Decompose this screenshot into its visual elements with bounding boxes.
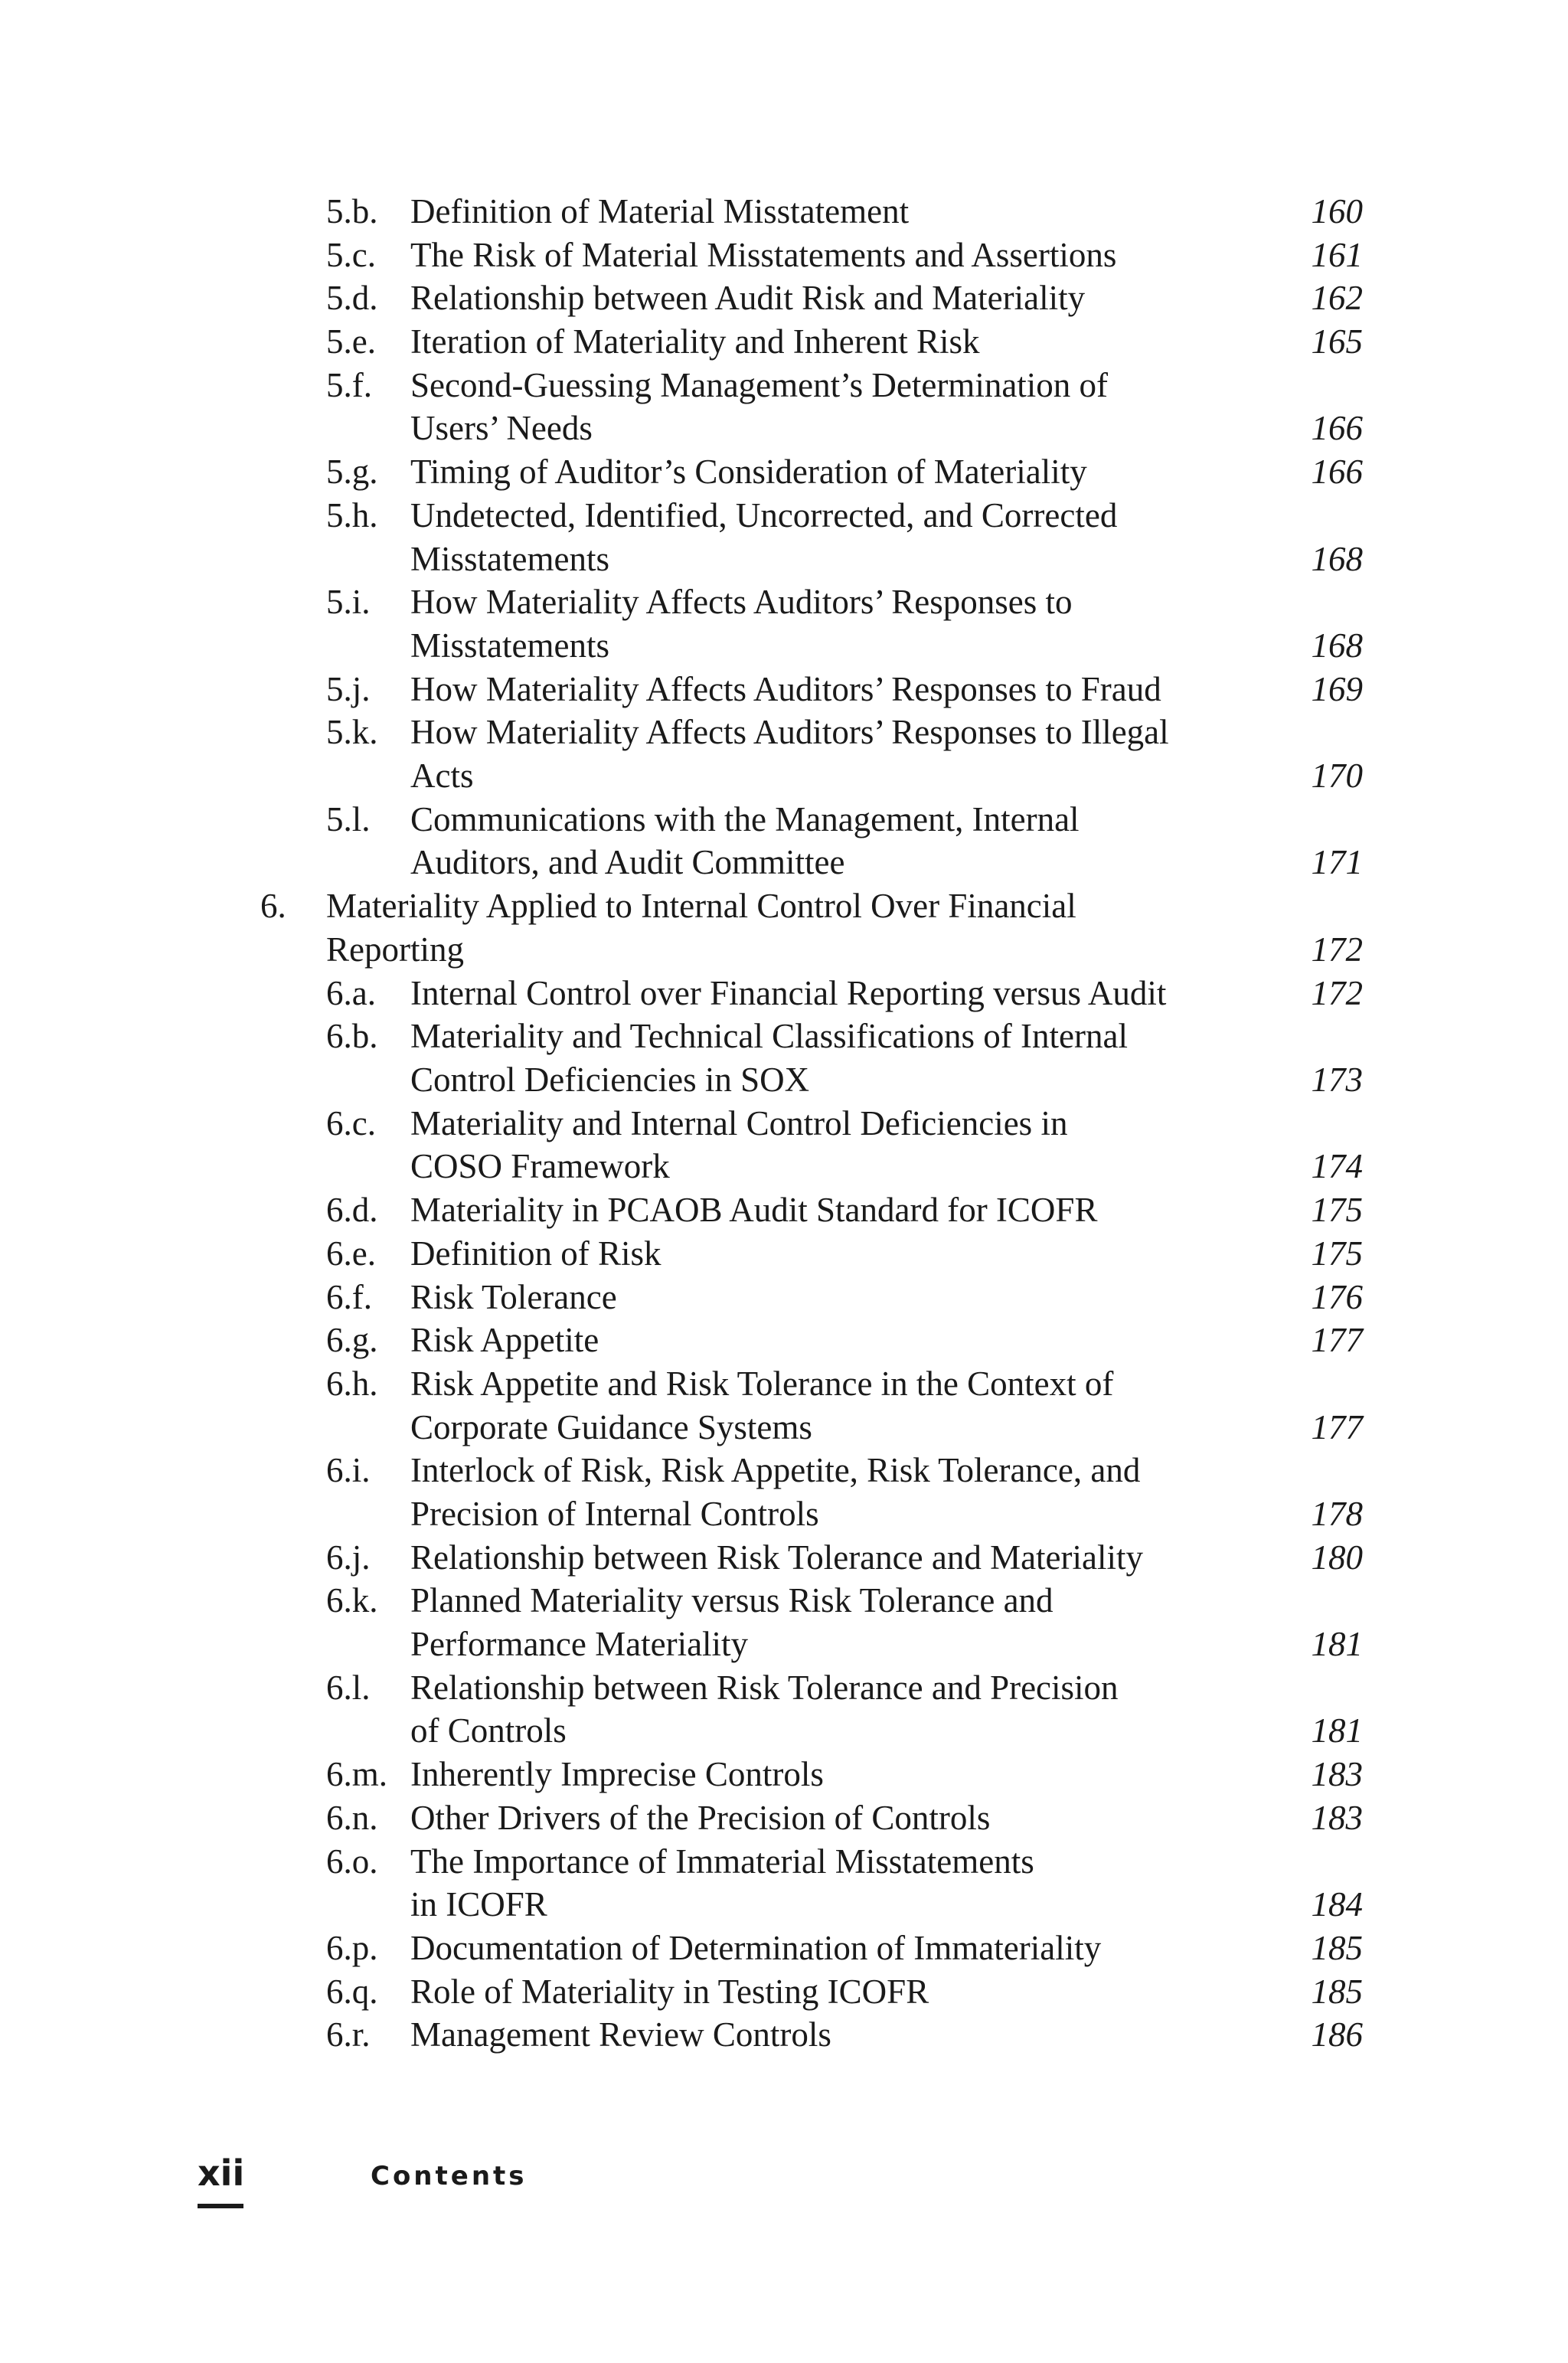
toc-entry-number: 6.k. [326,1581,378,1620]
toc-entry-title-line: Control Deficiencies in SOX [410,1060,810,1099]
toc-entry-title [410,190,909,234]
toc-entry-page-number: 165 [1311,322,1363,361]
toc-entry-page-number: 160 [1311,192,1363,230]
toc-entry-title-line: Users’ Needs [410,409,593,448]
toc-entry-page-number: 177 [1311,1407,1363,1446]
toc-entry-page-number: 172 [1311,930,1363,969]
toc-entry-title [410,668,1161,711]
toc-entry-page-number: 186 [1311,2015,1363,2054]
toc-entry-title [410,1927,1101,1970]
toc-entry-page-number: 175 [1311,1234,1363,1273]
toc-entry-title [410,2013,831,2057]
toc-entry-title [410,1536,1143,1580]
toc-entry-page-number: 185 [1311,1972,1363,2011]
toc-entry-number: 6.f. [326,1277,372,1316]
toc-entry-title [410,1666,1119,1753]
toc-entry-title-line: The Importance of Immaterial Misstatements [410,1842,1034,1881]
toc-entry-number: 5.b. [326,192,378,230]
toc-entry-page-number: 162 [1311,279,1363,318]
toc-entry-number: 5.g. [326,453,378,492]
toc-entry-title-line: Relationship between Risk Tolerance and Materiality [410,1538,1143,1577]
toc-entry-number: 5.h. [326,495,378,534]
toc-entry-page-number: 181 [1311,1711,1363,1750]
toc-entry-title [326,884,1076,971]
toc-entry-title-line: in ICOFR [410,1885,547,1924]
toc-entry-title [410,1449,1140,1535]
toc-entry-number: 6. [260,887,286,926]
toc-entry-page-number: 173 [1311,1060,1363,1099]
toc-entry-title-line: Second-Guessing Management’s Determination of [410,365,1109,404]
toc-entry-title-line: Risk Appetite [410,1321,599,1360]
toc-entry-number: 6.i. [326,1451,371,1490]
toc-entry-page-number: 178 [1311,1494,1363,1533]
toc-entry-number: 5.c. [326,235,376,274]
toc-entry-title [410,276,1085,320]
toc-entry-number: 6.q. [326,1972,378,2011]
toc-entry-number: 5.i. [326,583,371,622]
toc-entry-title-line: Materiality and Technical Classifications of Internal [410,1017,1128,1056]
toc-entry-page-number: 171 [1311,843,1363,882]
toc-entry-title [410,450,1087,494]
toc-entry-page-number: 176 [1311,1277,1363,1316]
toc-entry-title-line: Misstatements [410,626,609,665]
toc-entry-page-number: 169 [1311,669,1363,708]
toc-entry-number: 6.r. [326,2015,371,2054]
toc-entry-number: 6.b. [326,1017,378,1056]
toc-entry-title-line: Timing of Auditor’s Consideration of Materiality [410,453,1087,492]
toc-entry-title-line: Reporting [326,930,464,969]
toc-entry-title-line: Other Drivers of the Precision of Controls [410,1798,991,1837]
toc-entry-number: 5.f. [326,365,372,404]
toc-entry-title-line: Performance Materiality [410,1625,749,1664]
toc-entry-number: 6.p. [326,1929,378,1967]
toc-entry-title [410,1970,929,2014]
toc-entry-title-line: Risk Tolerance [410,1277,617,1316]
toc-entry-title-line: Relationship between Risk Tolerance and Precision [410,1668,1119,1707]
toc-entry-title [410,364,1108,450]
toc-entry-page-number: 166 [1311,409,1363,448]
toc-entry-number: 6.m. [326,1755,388,1794]
toc-entry-number: 6.l. [326,1668,371,1707]
toc-entry-title [410,1840,1034,1927]
running-footer: Contents [371,2161,528,2191]
toc-entry-page-number: 177 [1311,1321,1363,1360]
toc-entry-title-line: Definition of Risk [410,1234,662,1273]
toc-entry-title-line: How Materiality Affects Auditors’ Responses to Illegal [410,713,1169,752]
toc-entry-title [410,972,1166,1015]
toc-entry-number: 5.e. [326,322,376,361]
toc-entry-title [410,1319,599,1362]
toc-entry-page-number: 175 [1311,1191,1363,1230]
toc-entry-title-line: Iteration of Materiality and Inherent Risk [410,322,980,361]
toc-entry-title-line: Interlock of Risk, Risk Appetite, Risk Tolerance, and [410,1451,1141,1490]
toc-entry-page-number: 184 [1311,1885,1363,1924]
toc-entry-number: 5.k. [326,713,378,752]
toc-entry-page-number: 172 [1311,973,1363,1012]
toc-entry-title [410,1362,1113,1449]
toc-entry-page-number: 174 [1311,1147,1363,1186]
toc-entry-title-line: Internal Control over Financial Reporting versus Audit [410,973,1167,1012]
toc-entry-number: 6.h. [326,1364,378,1403]
toc-entry-title-line: Documentation of Determination of Immateriality [410,1929,1102,1967]
toc-entry-title [410,1276,617,1319]
toc-entry-title-line: COSO Framework [410,1147,670,1186]
toc-entry-title-line: Materiality Applied to Internal Control Over Financial [326,887,1076,926]
toc-entry-title-line: How Materiality Affects Auditors’ Responses to Fraud [410,669,1161,708]
toc-entry-title [410,1753,824,1796]
toc-entry-title-line: Materiality in PCAOB Audit Standard for ICOFR [410,1191,1098,1230]
toc-entry-title-line: Auditors, and Audit Committee [410,843,845,882]
toc-entry-title [410,320,980,364]
toc-entry-number: 6.n. [326,1798,378,1837]
toc-entry-title [410,1188,1097,1232]
toc-entry-title [410,1579,1054,1665]
toc-entry-title-line: Risk Appetite and Risk Tolerance in the Context of [410,1364,1114,1403]
toc-entry-number: 6.c. [326,1103,376,1142]
toc-entry-title [410,234,1116,277]
toc-entry-page-number: 185 [1311,1929,1363,1967]
page-number: xii [198,2152,245,2194]
toc-entry-title-line: Definition of Material Misstatement [410,192,910,230]
toc-entry-page-number: 181 [1311,1625,1363,1664]
toc-entry-title [410,1102,1067,1188]
toc-entry-number: 6.a. [326,973,376,1012]
toc-entry-title-line: Precision of Internal Controls [410,1494,819,1533]
toc-entry-number: 6.g. [326,1321,378,1360]
toc-entry-title-line: Role of Materiality in Testing ICOFR [410,1972,929,2011]
toc-entry-number: 6.d. [326,1191,378,1230]
toc-entry-title-line: Communications with the Management, Internal [410,799,1080,838]
toc-entry-title-line: Inherently Imprecise Controls [410,1755,824,1794]
toc-entry-title [410,494,1117,580]
toc-entry-page-number: 183 [1311,1755,1363,1794]
toc-entry-title-line: Materiality and Internal Control Deficiencies in [410,1103,1068,1142]
toc-entry-title [410,1232,661,1276]
footer-rule [198,2204,243,2208]
toc-entry-title-line: Undetected, Identified, Uncorrected, and Corrected [410,495,1118,534]
toc-entry-title [410,1015,1128,1101]
toc-entry-page-number: 168 [1311,539,1363,578]
toc-entry-number: 5.d. [326,279,378,318]
toc-entry-page-number: 166 [1311,453,1363,492]
toc-entry-title-line: Acts [410,757,474,796]
toc-entry-page-number: 170 [1311,757,1363,796]
toc-entry-title [410,798,1080,884]
toc-entry-page-number: 168 [1311,626,1363,665]
toc-entry-number: 6.e. [326,1234,376,1273]
toc-entry-title-line: The Risk of Material Misstatements and Assertions [410,235,1117,274]
toc-entry-title-line: Corporate Guidance Systems [410,1407,812,1446]
toc-entry-number: 6.j. [326,1538,371,1577]
toc-entry-title-line: How Materiality Affects Auditors’ Responses to [410,583,1073,622]
toc-entry-title-line: Management Review Controls [410,2015,831,2054]
toc-entry-title-line: Misstatements [410,539,609,578]
toc-entry-number: 6.o. [326,1842,378,1881]
toc-entry-number: 5.l. [326,799,371,838]
toc-entry-title-line: Relationship between Audit Risk and Materiality [410,279,1086,318]
toc-entry-page-number: 180 [1311,1538,1363,1577]
toc-entry-page-number: 161 [1311,235,1363,274]
toc-entry-page-number: 183 [1311,1798,1363,1837]
toc-entry-number: 5.j. [326,669,371,708]
toc-entry-title-line: of Controls [410,1711,567,1750]
toc-entry-title [410,711,1169,797]
toc-entry-title [410,1796,990,1840]
toc-entry-title [410,580,1072,667]
toc-entry-title-line: Planned Materiality versus Risk Tolerance and [410,1581,1054,1620]
